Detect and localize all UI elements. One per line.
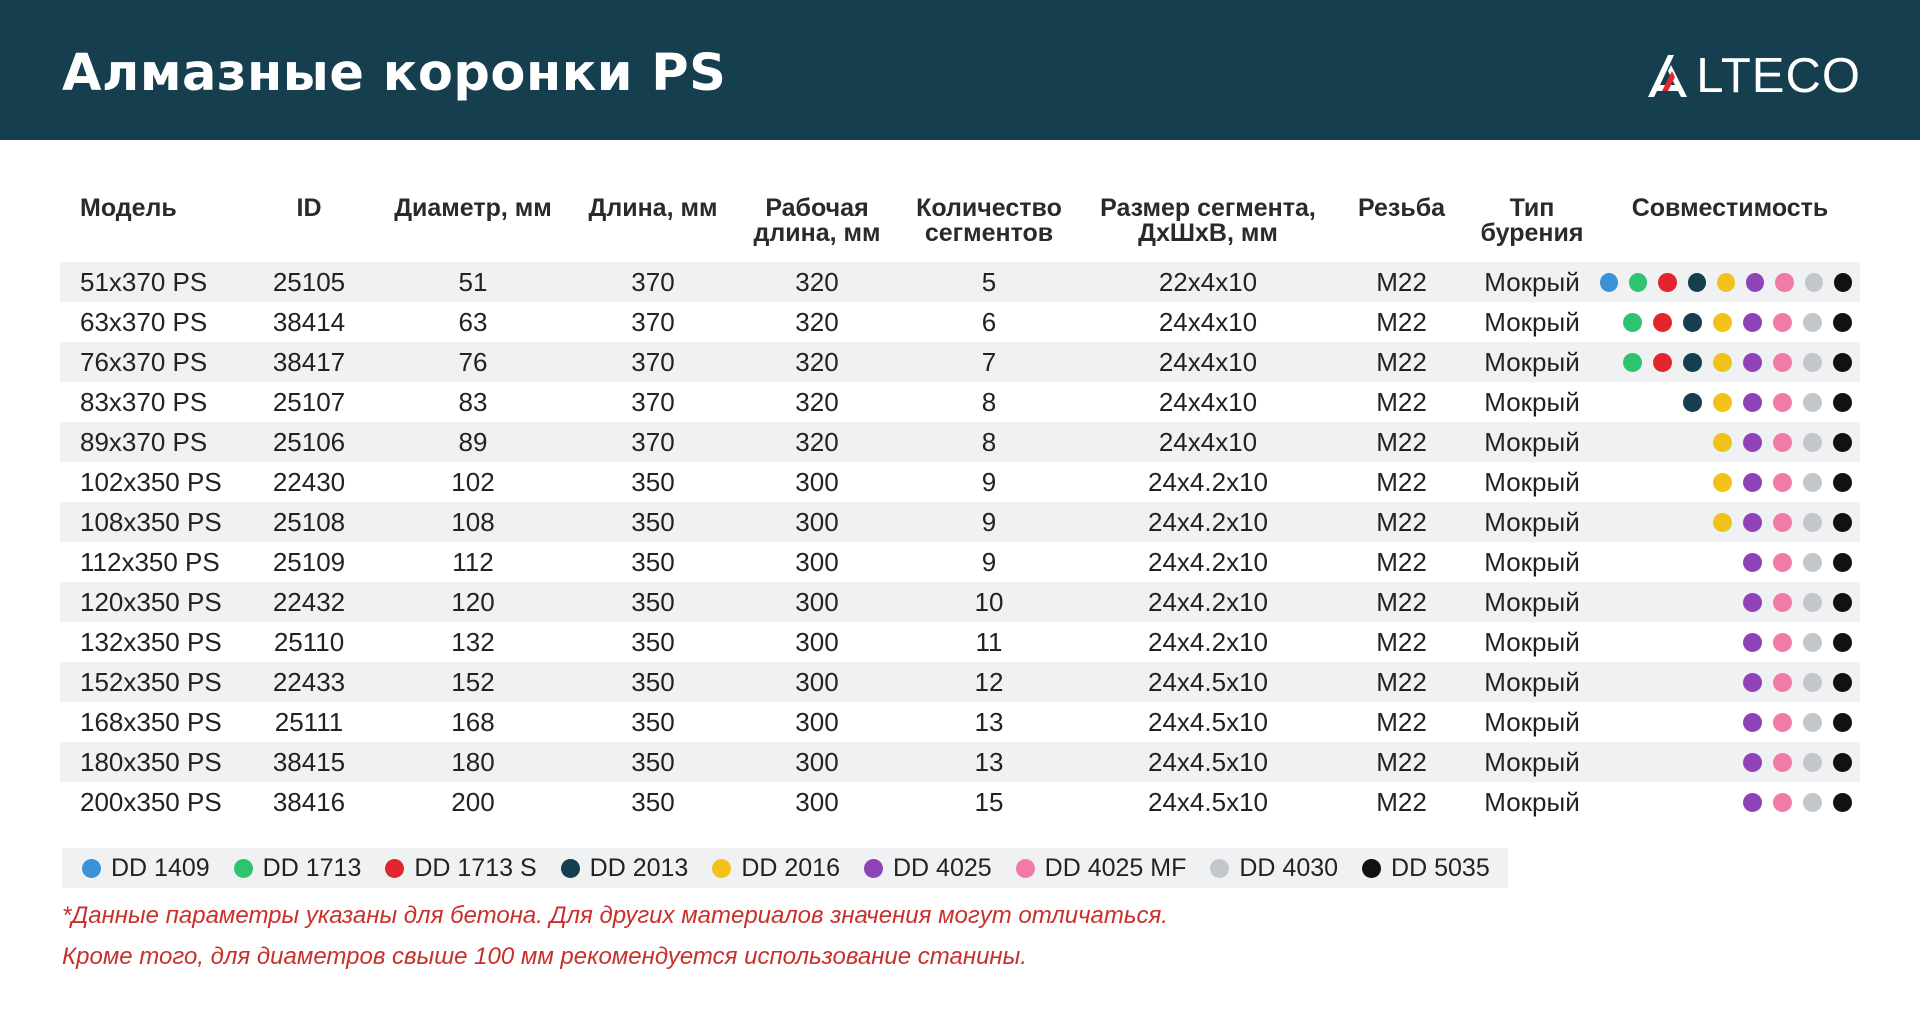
legend-label: DD 5035 — [1391, 853, 1490, 882]
cell-id: 38415 — [245, 742, 373, 782]
compat-dot-icon — [1743, 313, 1762, 332]
cell-segment-size: 24x4x10 — [1077, 302, 1339, 342]
legend-item — [385, 854, 536, 883]
compat-dot-icon — [1743, 513, 1762, 532]
cell-work-length: 300 — [733, 542, 901, 582]
legend-item — [1362, 854, 1490, 883]
cell-drilling: Мокрый — [1464, 502, 1600, 542]
cell-segments: 15 — [901, 782, 1077, 822]
column-header-text: ID — [296, 194, 322, 222]
cell-length: 370 — [573, 422, 733, 462]
compat-dot-icon — [1773, 313, 1792, 332]
table-header-row — [60, 190, 1860, 262]
cell-compatibility — [1600, 382, 1860, 422]
cell-length: 370 — [573, 382, 733, 422]
cell-length: 350 — [573, 462, 733, 502]
cell-drilling: Мокрый — [1464, 742, 1600, 782]
cell-compatibility — [1600, 542, 1860, 582]
cell-thread: M22 — [1339, 662, 1464, 702]
cell-length: 350 — [573, 742, 733, 782]
table-row — [60, 662, 1860, 702]
cell-segments: 8 — [901, 422, 1077, 462]
cell-diameter: 152 — [373, 662, 573, 702]
cell-compatibility — [1600, 742, 1860, 782]
cell-compatibility — [1600, 262, 1860, 302]
compat-dot-icon — [1743, 353, 1762, 372]
table-row — [60, 342, 1860, 382]
compat-dot-icon — [1773, 433, 1792, 452]
cell-thread: M22 — [1339, 382, 1464, 422]
compat-dot-icon — [1803, 753, 1822, 772]
table-row — [60, 542, 1860, 582]
column-header-work-length — [733, 190, 901, 262]
compat-dot-icon — [1743, 793, 1762, 812]
compat-dot-icon — [1833, 393, 1852, 412]
logo-a-icon — [1648, 55, 1694, 97]
compat-dot-icon — [1803, 353, 1822, 372]
cell-drilling: Мокрый — [1464, 422, 1600, 462]
cell-segment-size: 24x4x10 — [1077, 342, 1339, 382]
cell-model: 83x370 PS — [60, 382, 245, 422]
cell-model: 63x370 PS — [60, 302, 245, 342]
compat-dot-icon — [1833, 513, 1852, 532]
compat-dot-icon — [1803, 793, 1822, 812]
cell-diameter: 51 — [373, 262, 573, 302]
legend-label: DD 4030 — [1239, 853, 1339, 882]
cell-id: 25110 — [245, 622, 373, 662]
cell-length: 350 — [573, 782, 733, 822]
page-title: Алмазные коронки PS — [62, 44, 727, 103]
compat-dot-icon — [1833, 353, 1852, 372]
cell-drilling: Мокрый — [1464, 462, 1600, 502]
compat-dot-icon — [1653, 353, 1672, 372]
legend-label: DD 4025 MF — [1044, 853, 1187, 882]
compat-dot-icon — [1773, 633, 1792, 652]
legend-label: DD 2016 — [741, 853, 840, 882]
compat-dot-icon — [1803, 593, 1822, 612]
cell-segments: 13 — [901, 742, 1077, 782]
cell-id: 25107 — [245, 382, 373, 422]
cell-segment-size: 24x4.5x10 — [1077, 662, 1339, 702]
compat-dot-icon — [1688, 273, 1706, 292]
compat-dot-icon — [1713, 393, 1732, 412]
cell-diameter: 63 — [373, 302, 573, 342]
compat-dot-icon — [1833, 593, 1852, 612]
column-header-text: сегментов — [924, 219, 1054, 247]
compat-dot-icon — [1803, 393, 1822, 412]
legend-dot-icon — [1210, 859, 1229, 878]
cell-segments: 13 — [901, 702, 1077, 742]
cell-drilling: Мокрый — [1464, 702, 1600, 742]
column-header-text: Диаметр, мм — [394, 194, 552, 222]
cell-length: 370 — [573, 342, 733, 382]
compat-dot-icon — [1803, 713, 1822, 732]
column-header-text: Длина, мм — [588, 194, 718, 222]
logo-text: LTECO — [1696, 49, 1861, 103]
compat-dot-icon — [1653, 313, 1672, 332]
column-header-text: Модель — [80, 194, 177, 222]
cell-length: 370 — [573, 302, 733, 342]
cell-drilling: Мокрый — [1464, 622, 1600, 662]
cell-work-length: 300 — [733, 702, 901, 742]
column-header-text: длина, мм — [753, 219, 881, 247]
cell-compatibility — [1600, 502, 1860, 542]
legend-label: DD 4025 — [892, 853, 992, 882]
compat-dot-icon — [1746, 273, 1764, 292]
cell-diameter: 200 — [373, 782, 573, 822]
cell-length: 350 — [573, 662, 733, 702]
cell-compatibility — [1600, 422, 1860, 462]
compat-dot-icon — [1743, 393, 1762, 412]
cell-id: 38417 — [245, 342, 373, 382]
cell-drilling: Мокрый — [1464, 342, 1600, 382]
cell-model: 76x370 PS — [60, 342, 245, 382]
legend-item — [864, 854, 992, 883]
cell-segments: 7 — [901, 342, 1077, 382]
cell-work-length: 300 — [733, 502, 901, 542]
cell-model: 168x350 PS — [60, 702, 245, 742]
cell-model: 152x350 PS — [60, 662, 245, 702]
compat-dot-icon — [1713, 433, 1732, 452]
cell-segment-size: 24x4.2x10 — [1077, 502, 1339, 542]
cell-id: 25106 — [245, 422, 373, 462]
legend-dot-icon — [712, 859, 731, 878]
cell-model: 112x350 PS — [60, 542, 245, 582]
compat-dot-icon — [1803, 473, 1822, 492]
cell-work-length: 300 — [733, 582, 901, 622]
cell-thread: M22 — [1339, 582, 1464, 622]
column-header-text: Совместимость — [1631, 194, 1829, 222]
compat-dot-icon — [1743, 633, 1762, 652]
compat-dot-icon — [1629, 273, 1647, 292]
cell-work-length: 320 — [733, 262, 901, 302]
cell-segment-size: 24x4.2x10 — [1077, 542, 1339, 582]
column-header-length — [573, 190, 733, 262]
compat-dot-icon — [1658, 273, 1676, 292]
legend-dot-icon — [1016, 859, 1035, 878]
cell-length: 350 — [573, 502, 733, 542]
legend-dot-icon — [1362, 859, 1381, 878]
cell-compatibility — [1600, 622, 1860, 662]
cell-segment-size: 24x4.5x10 — [1077, 742, 1339, 782]
cell-diameter: 108 — [373, 502, 573, 542]
cell-compatibility — [1600, 662, 1860, 702]
cell-thread: M22 — [1339, 782, 1464, 822]
cell-segments: 5 — [901, 262, 1077, 302]
cell-work-length: 300 — [733, 662, 901, 702]
column-header-diameter — [373, 190, 573, 262]
legend-dot-icon — [561, 859, 580, 878]
compat-dot-icon — [1743, 593, 1762, 612]
compat-dot-icon — [1775, 273, 1793, 292]
cell-diameter: 168 — [373, 702, 573, 742]
cell-drilling: Мокрый — [1464, 662, 1600, 702]
table-row — [60, 502, 1860, 542]
compat-dot-icon — [1713, 353, 1732, 372]
table-row — [60, 702, 1860, 742]
cell-thread: M22 — [1339, 422, 1464, 462]
cell-segments: 11 — [901, 622, 1077, 662]
compat-dot-icon — [1833, 473, 1852, 492]
table-row — [60, 422, 1860, 462]
cell-segments: 9 — [901, 502, 1077, 542]
table-row — [60, 262, 1860, 302]
legend-item — [561, 854, 689, 883]
cell-model: 108x350 PS — [60, 502, 245, 542]
compat-dot-icon — [1600, 273, 1618, 292]
legend-label: DD 1713 S — [414, 853, 537, 882]
cell-length: 370 — [573, 262, 733, 302]
cell-diameter: 180 — [373, 742, 573, 782]
column-header-id — [245, 190, 373, 262]
cell-model: 180x350 PS — [60, 742, 245, 782]
compat-dot-icon — [1713, 513, 1732, 532]
compat-dot-icon — [1743, 753, 1762, 772]
compat-dot-icon — [1683, 393, 1702, 412]
cell-segment-size: 24x4.2x10 — [1077, 582, 1339, 622]
compat-dot-icon — [1834, 273, 1852, 292]
cell-work-length: 320 — [733, 422, 901, 462]
column-header-segment-size — [1077, 190, 1339, 262]
table-body — [60, 262, 1860, 822]
cell-drilling: Мокрый — [1464, 382, 1600, 422]
compat-dot-icon — [1773, 393, 1792, 412]
legend-item — [234, 854, 362, 883]
cell-id: 22432 — [245, 582, 373, 622]
column-header-text: Резьба — [1357, 194, 1446, 222]
compat-dot-icon — [1833, 313, 1852, 332]
cell-thread: M22 — [1339, 302, 1464, 342]
compat-dot-icon — [1833, 433, 1852, 452]
cell-length: 350 — [573, 582, 733, 622]
cell-work-length: 320 — [733, 342, 901, 382]
compat-dot-icon — [1623, 313, 1642, 332]
compat-dot-icon — [1805, 273, 1823, 292]
cell-segment-size: 24x4.5x10 — [1077, 702, 1339, 742]
column-header-text: Рабочая — [765, 194, 869, 222]
cell-segment-size: 24x4.5x10 — [1077, 782, 1339, 822]
cell-thread: M22 — [1339, 262, 1464, 302]
cell-diameter: 76 — [373, 342, 573, 382]
compat-dot-icon — [1773, 593, 1792, 612]
cell-segments: 12 — [901, 662, 1077, 702]
compat-dot-icon — [1773, 513, 1792, 532]
cell-diameter: 89 — [373, 422, 573, 462]
column-header-drilling — [1464, 190, 1600, 262]
cell-work-length: 320 — [733, 302, 901, 342]
legend-dot-icon — [82, 859, 101, 878]
legend-label: DD 1409 — [111, 853, 210, 882]
column-header-text: Количество — [916, 194, 1062, 222]
compat-dot-icon — [1803, 313, 1822, 332]
column-header-text: Тип — [1509, 194, 1555, 222]
table-row — [60, 782, 1860, 822]
compatibility-legend — [62, 848, 1508, 888]
cell-compatibility — [1600, 342, 1860, 382]
column-header-compatibility — [1600, 190, 1860, 262]
cell-segments: 9 — [901, 542, 1077, 582]
compat-dot-icon — [1833, 713, 1852, 732]
compat-dot-icon — [1773, 473, 1792, 492]
cell-drilling: Мокрый — [1464, 262, 1600, 302]
cell-segment-size: 24x4x10 — [1077, 422, 1339, 462]
cell-thread: M22 — [1339, 462, 1464, 502]
cell-diameter: 112 — [373, 542, 573, 582]
cell-id: 22433 — [245, 662, 373, 702]
table-row — [60, 582, 1860, 622]
cell-thread: M22 — [1339, 702, 1464, 742]
table-row — [60, 622, 1860, 662]
cell-length: 350 — [573, 702, 733, 742]
cell-drilling: Мокрый — [1464, 582, 1600, 622]
cell-segment-size: 24x4x10 — [1077, 382, 1339, 422]
cell-diameter: 120 — [373, 582, 573, 622]
cell-model: 200x350 PS — [60, 782, 245, 822]
compat-dot-icon — [1773, 793, 1792, 812]
compat-dot-icon — [1803, 553, 1822, 572]
compat-dot-icon — [1743, 713, 1762, 732]
cell-segments: 6 — [901, 302, 1077, 342]
cell-id: 22430 — [245, 462, 373, 502]
column-header-text: Размер сегмента, — [1100, 194, 1316, 222]
column-header-model — [60, 190, 245, 262]
specs-table — [60, 190, 1860, 822]
table-row — [60, 462, 1860, 502]
legend-item — [712, 854, 840, 883]
legend-dot-icon — [234, 859, 253, 878]
cell-compatibility — [1600, 782, 1860, 822]
cell-thread: M22 — [1339, 342, 1464, 382]
cell-diameter: 102 — [373, 462, 573, 502]
cell-work-length: 300 — [733, 622, 901, 662]
table-row — [60, 302, 1860, 342]
cell-compatibility — [1600, 582, 1860, 622]
compat-dot-icon — [1683, 313, 1702, 332]
cell-model: 102x350 PS — [60, 462, 245, 502]
cell-id: 38416 — [245, 782, 373, 822]
cell-diameter: 132 — [373, 622, 573, 662]
footnote-line-2: Кроме того, для диаметров свыше 100 мм рекомендуется использование станины. — [62, 943, 1027, 970]
compat-dot-icon — [1833, 553, 1852, 572]
legend-label: DD 1713 — [262, 853, 362, 882]
column-header-segments — [901, 190, 1077, 262]
cell-id: 25105 — [245, 262, 373, 302]
compat-dot-icon — [1803, 633, 1822, 652]
footnote-line-1: *Данные параметры указаны для бетона. Для других материалов значения могут отличаться. — [62, 902, 1168, 929]
legend-item — [1210, 854, 1338, 883]
legend-dot-icon — [385, 859, 404, 878]
cell-work-length: 300 — [733, 462, 901, 502]
compat-dot-icon — [1717, 273, 1735, 292]
cell-drilling: Мокрый — [1464, 782, 1600, 822]
legend-dot-icon — [864, 859, 883, 878]
cell-work-length: 320 — [733, 382, 901, 422]
cell-work-length: 300 — [733, 742, 901, 782]
alteco-logo — [1648, 48, 1861, 104]
cell-segment-size: 24x4.2x10 — [1077, 462, 1339, 502]
cell-thread: M22 — [1339, 742, 1464, 782]
cell-segments: 9 — [901, 462, 1077, 502]
cell-compatibility — [1600, 462, 1860, 502]
compat-dot-icon — [1713, 473, 1732, 492]
cell-segments: 8 — [901, 382, 1077, 422]
cell-segments: 10 — [901, 582, 1077, 622]
cell-model: 89x370 PS — [60, 422, 245, 462]
cell-length: 350 — [573, 622, 733, 662]
column-header-text: бурения — [1480, 219, 1584, 247]
compat-dot-icon — [1743, 553, 1762, 572]
cell-work-length: 300 — [733, 782, 901, 822]
compat-dot-icon — [1833, 673, 1852, 692]
compat-dot-icon — [1713, 313, 1732, 332]
cell-id: 25109 — [245, 542, 373, 582]
cell-model: 132x350 PS — [60, 622, 245, 662]
cell-drilling: Мокрый — [1464, 542, 1600, 582]
compat-dot-icon — [1803, 673, 1822, 692]
cell-thread: M22 — [1339, 622, 1464, 662]
cell-segment-size: 22x4x10 — [1077, 262, 1339, 302]
cell-compatibility — [1600, 702, 1860, 742]
compat-dot-icon — [1773, 673, 1792, 692]
compat-dot-icon — [1803, 433, 1822, 452]
cell-thread: M22 — [1339, 542, 1464, 582]
legend-label: DD 2013 — [589, 853, 689, 882]
header-bar — [0, 0, 1920, 140]
table-row — [60, 742, 1860, 782]
compat-dot-icon — [1803, 513, 1822, 532]
table-row — [60, 382, 1860, 422]
cell-compatibility — [1600, 302, 1860, 342]
compat-dot-icon — [1743, 673, 1762, 692]
compat-dot-icon — [1743, 433, 1762, 452]
cell-model: 120x350 PS — [60, 582, 245, 622]
compat-dot-icon — [1773, 753, 1792, 772]
column-header-thread — [1339, 190, 1464, 262]
cell-segment-size: 24x4.2x10 — [1077, 622, 1339, 662]
cell-id: 38414 — [245, 302, 373, 342]
compat-dot-icon — [1833, 753, 1852, 772]
compat-dot-icon — [1773, 713, 1792, 732]
column-header-text: ДхШхВ, мм — [1138, 219, 1278, 247]
legend-item — [82, 854, 210, 883]
compat-dot-icon — [1623, 353, 1642, 372]
cell-id: 25111 — [245, 702, 373, 742]
cell-diameter: 83 — [373, 382, 573, 422]
compat-dot-icon — [1833, 793, 1852, 812]
cell-length: 350 — [573, 542, 733, 582]
compat-dot-icon — [1773, 353, 1792, 372]
compat-dot-icon — [1743, 473, 1762, 492]
cell-thread: M22 — [1339, 502, 1464, 542]
compat-dot-icon — [1683, 353, 1702, 372]
cell-model: 51x370 PS — [60, 262, 245, 302]
compat-dot-icon — [1773, 553, 1792, 572]
legend-item — [1016, 854, 1187, 883]
cell-drilling: Мокрый — [1464, 302, 1600, 342]
compat-dot-icon — [1833, 633, 1852, 652]
cell-id: 25108 — [245, 502, 373, 542]
